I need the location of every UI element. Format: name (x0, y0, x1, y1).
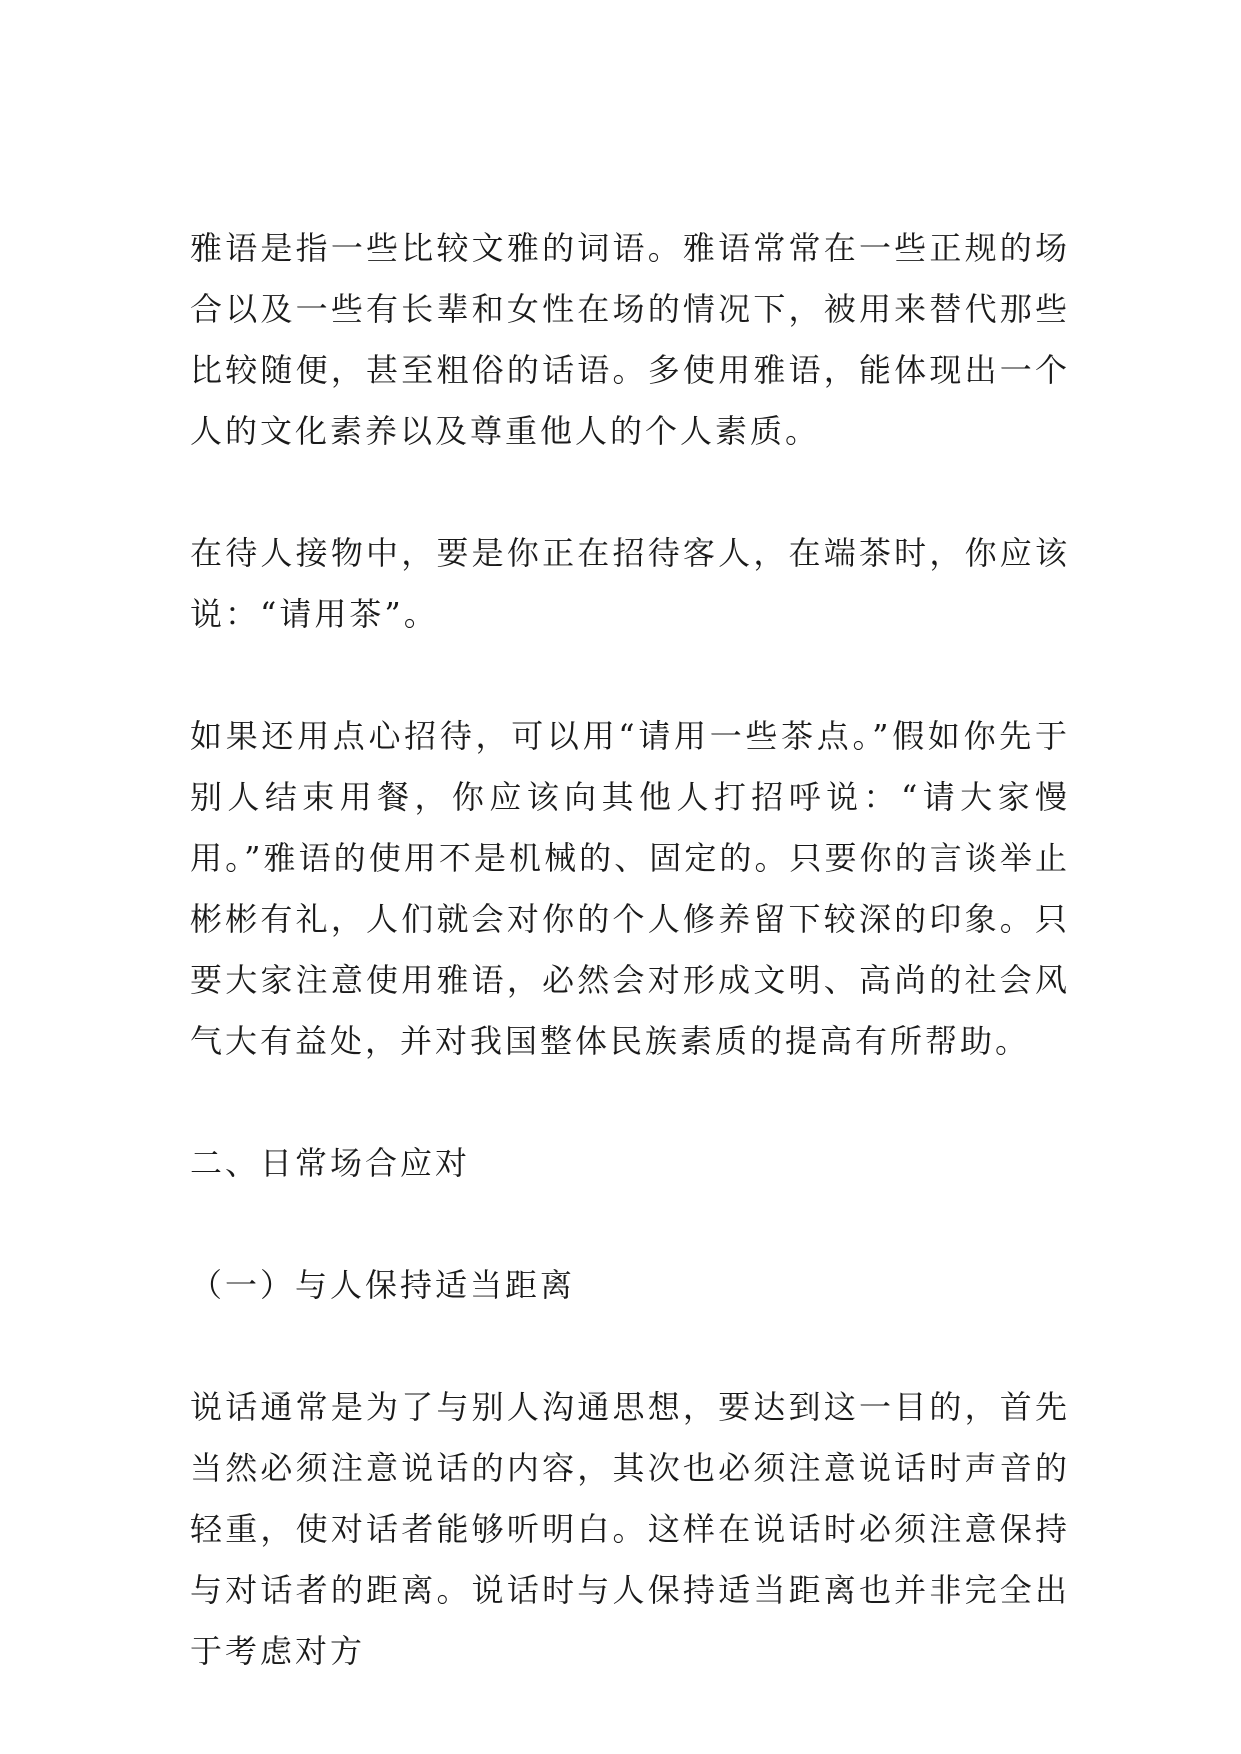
subsection-heading: （一）与人保持适当距离 (190, 1266, 576, 1304)
paragraph-elegant-language: 雅语是指一些比较文雅的词语。雅语常常在一些正规的场合以及一些有长辈和女性在场的情况下，被用来替代那些比较随便，甚至粗俗的话语。多使用雅语，能体现出一个人的文化素养以及尊重他人的个人素质。 (190, 229, 1070, 450)
paragraph-serving-tea: 在待人接物中，要是你正在招待客人，在端茶时，你应该说：“请用茶”。 (190, 534, 1070, 633)
document-body (190, 218, 1070, 1682)
paragraph-usage-of-elegant-language: 如果还用点心招待，可以用“请用一些茶点。”假如你先于别人结束用餐，你应该向其他人打招呼说：“请大家慢用。”雅语的使用不是机械的、固定的。只要你的言谈举止彬彬有礼，人们就会对你的个人修养留下较深的印象。只要大家注意使用雅语，必然会对形成文明、高尚的社会风气大有益处，并对我国整体民族素质的提高有所帮助。 (190, 717, 1070, 1060)
section-heading: 二、日常场合应对 (190, 1144, 471, 1182)
paragraph-speaking-distance: 说话通常是为了与别人沟通思想，要达到这一目的，首先当然必须注意说话的内容，其次也必须注意说话时声音的轻重，使对话者能够听明白。这样在说话时必须注意保持与对话者的距离。说话时与人保持适当距离也并非完全出于考虑对方 (190, 1388, 1070, 1670)
